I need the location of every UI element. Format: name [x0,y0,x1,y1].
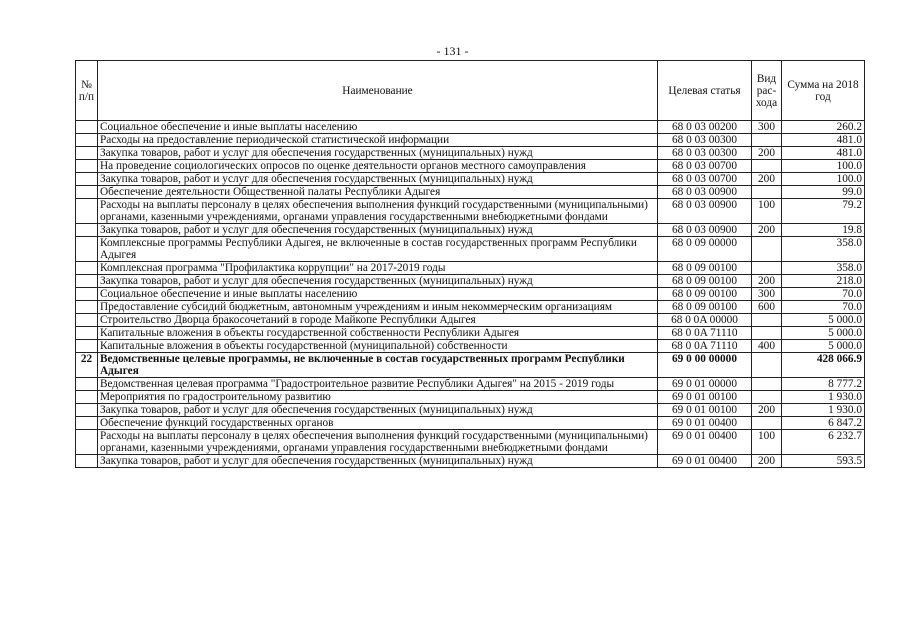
row-vid [752,378,782,391]
row-sum: 481.0 [782,147,865,160]
row-code: 69 0 01 00100 [658,404,752,417]
row-sum: 5 000.0 [782,327,865,340]
row-vid: 200 [752,404,782,417]
table-row [76,340,865,353]
row-num [76,199,98,224]
row-code: 69 0 01 00100 [658,391,752,404]
row-name: Ведомственные целевые программы, не включенные в состав государственных программ Республики Адыгея [98,353,658,378]
row-code: 68 0 03 00300 [658,147,752,160]
row-name: Расходы на предоставление периодической статистической информации [98,134,658,147]
row-name: Закупка товаров, работ и услуг для обеспечения государственных (муниципальных) нужд [98,275,658,288]
row-code: 68 0 09 00100 [658,288,752,301]
row-name: Закупка товаров, работ и услуг для обеспечения государственных (муниципальных) нужд [98,147,658,160]
row-num [76,391,98,404]
row-vid [752,262,782,275]
table-row [76,430,865,455]
header-num: № п/п [76,61,98,121]
row-code: 68 0 09 00100 [658,262,752,275]
row-sum: 6 232.7 [782,430,865,455]
row-vid: 200 [752,173,782,186]
row-num [76,173,98,186]
table-row [76,121,865,134]
header-sum: Сумма на 2018 год [782,61,865,121]
row-num [76,455,98,468]
row-name: Расходы на выплаты персоналу в целях обеспечения выполнения функций государственными (муниципальными) органами, казенными учреждениями, органами управления государственными внебюджетными фондами [98,199,658,224]
row-name: Закупка товаров, работ и услуг для обеспечения государственных (муниципальных) нужд [98,404,658,417]
row-num: 22 [76,353,98,378]
table-body [76,121,865,468]
row-num [76,262,98,275]
row-code: 69 0 01 00400 [658,455,752,468]
row-vid: 100 [752,430,782,455]
row-code: 68 0 03 00700 [658,173,752,186]
row-code: 68 0 0A 71110 [658,327,752,340]
row-name: Предоставление субсидий бюджетным, автономным учреждениям и иным некоммерческим организациям [98,301,658,314]
row-name: Комплексная программа "Профилактика коррупции" на 2017-2019 годы [98,262,658,275]
table-row [76,160,865,173]
row-name: Ведомственная целевая программа "Градостроительное развитие Республики Адыгея" на 2015 - 2019 годы [98,378,658,391]
row-num [76,301,98,314]
row-num [76,237,98,262]
row-code: 68 0 0A 71110 [658,340,752,353]
table-row [76,314,865,327]
header-name: Наименование [98,61,658,121]
row-vid [752,314,782,327]
row-code: 68 0 09 00000 [658,237,752,262]
row-sum: 358.0 [782,262,865,275]
row-vid [752,327,782,340]
table-row [76,417,865,430]
table-row [76,301,865,314]
row-code: 68 0 09 00100 [658,275,752,288]
table-row [76,199,865,224]
row-name: Обеспечение деятельности Общественной палаты Республики Адыгея [98,186,658,199]
row-code: 68 0 03 00300 [658,134,752,147]
row-code: 69 0 00 00000 [658,353,752,378]
row-sum: 481.0 [782,134,865,147]
row-name: Комплексные программы Республики Адыгея, не включенные в состав государственных программ Республики Адыгея [98,237,658,262]
row-code: 68 0 0A 00000 [658,314,752,327]
table-row [76,378,865,391]
row-name: Обеспечение функций государственных органов [98,417,658,430]
row-name: На проведение социологических опросов по оценке деятельности органов местного самоуправления [98,160,658,173]
table-row [76,391,865,404]
row-vid [752,134,782,147]
row-sum: 70.0 [782,288,865,301]
row-sum: 593.5 [782,455,865,468]
row-num [76,121,98,134]
row-vid [752,160,782,173]
row-num [76,224,98,237]
row-num [76,275,98,288]
row-vid [752,391,782,404]
table-row [76,173,865,186]
row-num [76,327,98,340]
row-sum: 70.0 [782,301,865,314]
row-num [76,378,98,391]
table-row [76,288,865,301]
header-code: Целевая статья [658,61,752,121]
table-row [76,275,865,288]
row-vid: 400 [752,340,782,353]
row-sum: 6 847.2 [782,417,865,430]
row-name: Мероприятия по градостроительному развитию [98,391,658,404]
row-vid: 600 [752,301,782,314]
row-code: 69 0 01 00400 [658,430,752,455]
row-num [76,134,98,147]
row-code: 69 0 01 00000 [658,378,752,391]
row-vid [752,237,782,262]
row-sum: 1 930.0 [782,391,865,404]
row-code: 68 0 03 00900 [658,224,752,237]
row-num [76,404,98,417]
row-num [76,417,98,430]
row-code: 68 0 03 00900 [658,199,752,224]
row-vid: 200 [752,147,782,160]
table-row [76,224,865,237]
row-sum: 1 930.0 [782,404,865,417]
table-row [76,237,865,262]
row-name: Закупка товаров, работ и услуг для обеспечения государственных (муниципальных) нужд [98,173,658,186]
table-row [76,404,865,417]
row-sum: 218.0 [782,275,865,288]
row-vid: 300 [752,121,782,134]
row-vid [752,186,782,199]
row-name: Строительство Дворца бракосочетаний в городе Майкопе Республики Адыгея [98,314,658,327]
row-sum: 100.0 [782,173,865,186]
row-sum: 5 000.0 [782,314,865,327]
row-code: 68 0 03 00700 [658,160,752,173]
row-name: Закупка товаров, работ и услуг для обеспечения государственных (муниципальных) нужд [98,455,658,468]
row-name: Закупка товаров, работ и услуг для обеспечения государственных (муниципальных) нужд [98,224,658,237]
page-number: - 131 - [436,44,469,58]
row-vid: 200 [752,275,782,288]
row-sum: 19.8 [782,224,865,237]
row-num [76,147,98,160]
row-sum: 260.2 [782,121,865,134]
table-row [76,327,865,340]
row-num [76,288,98,301]
row-sum: 5 000.0 [782,340,865,353]
header-vid: Вид рас- хода [752,61,782,121]
row-name: Капитальные вложения в объекты государственной собственности Республики Адыгея [98,327,658,340]
row-num [76,340,98,353]
row-vid: 300 [752,288,782,301]
row-name: Социальное обеспечение и иные выплаты населению [98,121,658,134]
row-code: 68 0 03 00900 [658,186,752,199]
row-sum: 100.0 [782,160,865,173]
table-row [76,147,865,160]
row-vid: 200 [752,224,782,237]
row-sum: 8 777.2 [782,378,865,391]
row-num [76,430,98,455]
row-name: Капитальные вложения в объекты государственной (муниципальной) собственности [98,340,658,353]
table-row [76,186,865,199]
row-vid [752,353,782,378]
row-sum: 99.0 [782,186,865,199]
row-code: 68 0 09 00100 [658,301,752,314]
row-sum: 358.0 [782,237,865,262]
table-header-row [76,61,865,121]
row-sum: 79.2 [782,199,865,224]
row-name: Социальное обеспечение и иные выплаты населению [98,288,658,301]
table-row [76,455,865,468]
row-vid: 100 [752,199,782,224]
row-name: Расходы на выплаты персоналу в целях обеспечения выполнения функций государственными (муниципальными) органами, казенными учреждениями, органами управления государственными внебюджетными фондами [98,430,658,455]
row-code: 69 0 01 00400 [658,417,752,430]
row-vid [752,417,782,430]
budget-table [75,60,865,468]
row-num [76,160,98,173]
table-row [76,353,865,378]
row-vid: 200 [752,455,782,468]
row-sum: 428 066.9 [782,353,865,378]
row-num [76,186,98,199]
row-code: 68 0 03 00200 [658,121,752,134]
row-num [76,314,98,327]
table-row [76,262,865,275]
table-row [76,134,865,147]
